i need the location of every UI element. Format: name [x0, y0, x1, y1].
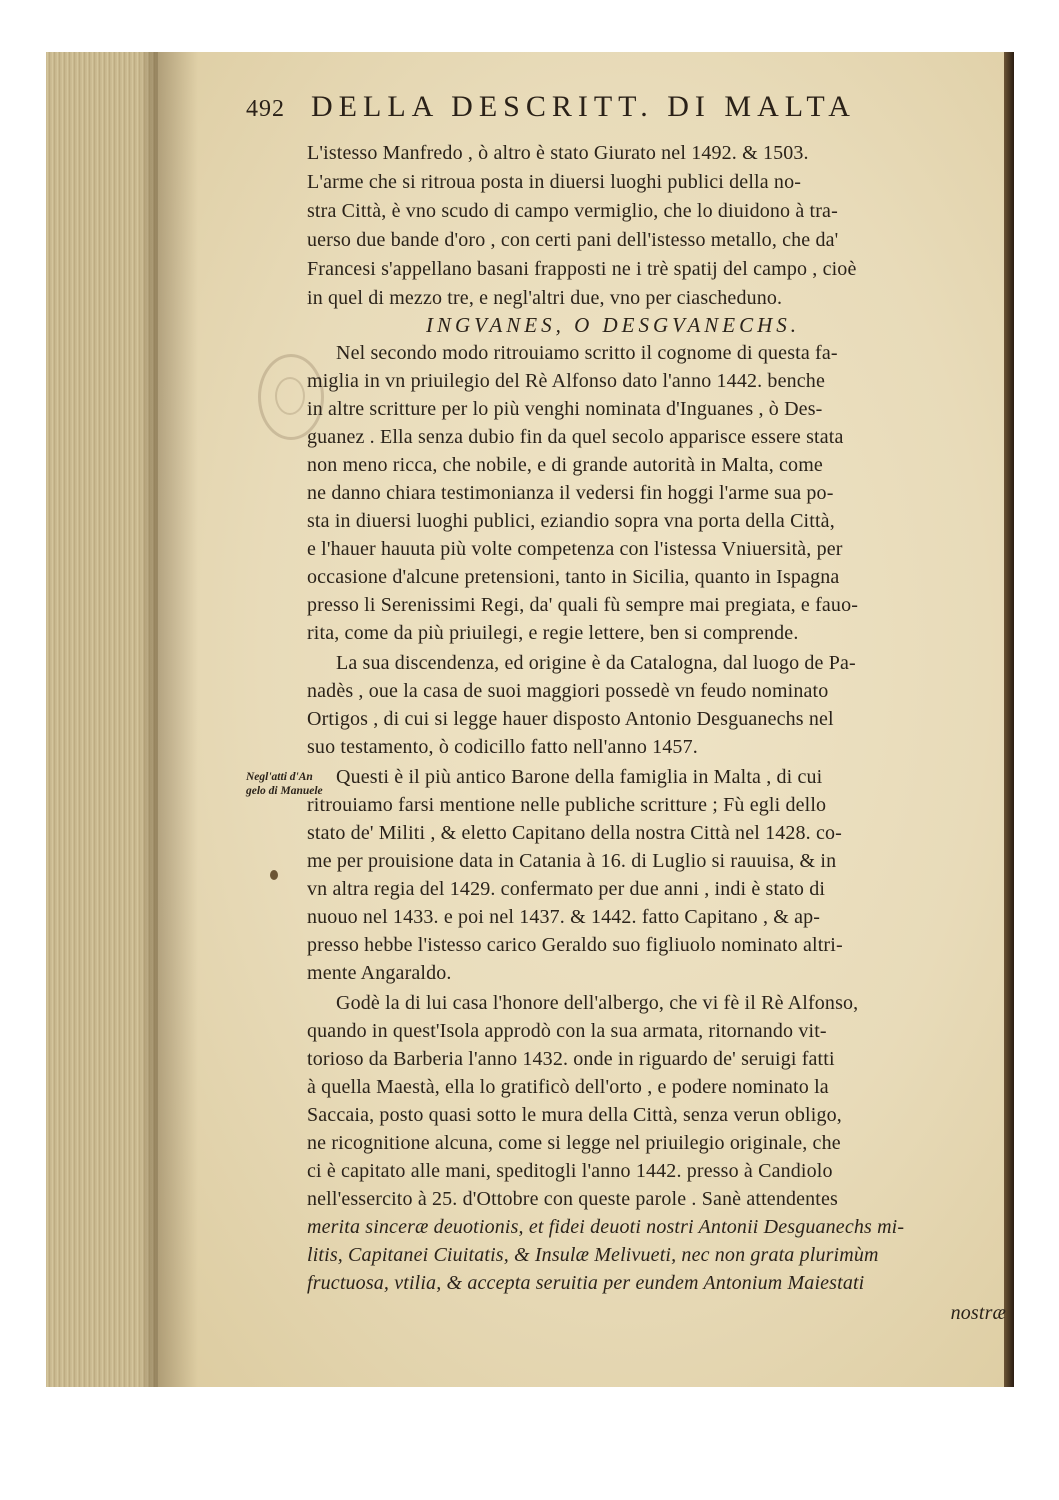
text-line: Questi è il più antico Barone della famiglia in Malta , di cui — [336, 766, 823, 788]
text-line: Godè la di lui casa l'honore dell'albergo, che vi fè il Rè Alfonso, — [336, 992, 859, 1014]
text-line: mente Angaraldo. — [307, 962, 452, 984]
text-line: in altre scritture per lo più venghi nominata d'Inguanes , ò Des- — [307, 398, 823, 420]
book-scan — [46, 52, 1014, 1387]
text-line: suo testamento, ò codicillo fatto nell'anno 1457. — [307, 736, 698, 758]
text-line: nell'essercito à 25. d'Ottobre con queste parole . Sanè attendentes — [307, 1188, 838, 1210]
text-line: uerso due bande d'oro , con certi pani dell'istesso metallo, che da' — [307, 229, 839, 251]
catchword: nostræ — [950, 1302, 1006, 1324]
text-line: ci è capitato alle mani, speditogli l'anno 1442. presso à Candiolo — [307, 1160, 833, 1182]
running-title: DELLA DESCRITT. DI MALTA — [311, 90, 856, 123]
text-line: guanez . Ella senza dubio fin da quel secolo apparisce essere stata — [307, 426, 844, 448]
section-heading: INGVANES, O DESGVANECHS. — [426, 313, 801, 337]
text-line: ritrouiamo farsi mentione nelle publiche scritture ; Fù egli dello — [307, 794, 827, 816]
text-line: ne danno chiara testimonianza il vedersi fin hoggi l'arme sua po- — [307, 482, 834, 504]
text-line: in quel di mezzo tre, e negl'altri due, vno per ciascheduno. — [307, 287, 783, 309]
text-line: presso li Serenissimi Regi, da' quali fù sempre mai pregiata, e fauo- — [307, 594, 859, 616]
text-line: nuouo nel 1433. e poi nel 1437. & 1442. fatto Capitano , & ap- — [307, 906, 821, 928]
text-line: torioso da Barberia l'anno 1432. onde in riguardo de' seruigi fatti — [307, 1048, 835, 1070]
text-line: presso hebbe l'istesso carico Geraldo suo figliuolo nominato altri- — [307, 934, 843, 956]
text-line: ne ricognitione alcuna, come si legge nel priuilegio originale, che — [307, 1132, 841, 1154]
page-number: 492 — [246, 96, 285, 122]
text-line: occasione d'alcune pretensioni, tanto in Sicilia, quanto in Ispagna — [307, 566, 840, 588]
text-line: Francesi s'appellano basani frapposti ne i trè spatij del campo , cioè — [307, 258, 857, 280]
latin-quote-line: litis, Capitanei Ciuitatis, & Insulæ Melivueti, nec non grata plurimùm — [307, 1244, 879, 1266]
text-line: La sua discendenza, ed origine è da Catalogna, dal luogo de Pa- — [336, 652, 856, 674]
text-line: Saccaia, posto quasi sotto le mura della Città, senza verun obligo, — [307, 1104, 842, 1126]
body-text — [46, 52, 1014, 1387]
latin-quote-line: fructuosa, vtilia, & accepta seruitia per eundem Antonium Maiestati — [307, 1272, 865, 1294]
text-line: miglia in vn priuilegio del Rè Alfonso dato l'anno 1442. benche — [307, 370, 825, 392]
text-line: stato de' Militi , & eletto Capitano della nostra Città nel 1428. co- — [307, 822, 842, 844]
margin-note-line: gelo di Manuele — [246, 785, 323, 797]
text-line: sta in diuersi luoghi publici, eziandio sopra vna porta della Città, — [307, 510, 835, 532]
latin-quote-line: merita sinceræ deuotionis, et fidei deuoti nostri Antonii Desguanechs mi- — [307, 1216, 905, 1238]
margin-note-line: Negl'atti d'An — [246, 771, 313, 783]
text-line: vn altra regia del 1429. confermato per due anni , indi è stato di — [307, 878, 826, 900]
text-line: Nel secondo modo ritrouiamo scritto il cognome di questa fa- — [336, 342, 838, 364]
text-line: quando in quest'Isola approdò con la sua armata, ritornando vit- — [307, 1020, 827, 1042]
text-line: L'arme che si ritroua posta in diuersi luoghi publici della no- — [307, 171, 802, 193]
text-line: à quella Maestà, ella lo gratificò dell'orto , e podere nominato la — [307, 1076, 829, 1098]
text-line: rita, come da più priuilegi, e regie lettere, ben si comprende. — [307, 622, 799, 644]
text-line: stra Città, è vno scudo di campo vermiglio, che lo diuidono à tra- — [307, 200, 838, 222]
text-line: Ortigos , di cui si legge hauer disposto Antonio Desguanechs nel — [307, 708, 834, 730]
text-line: e l'hauer hauuta più volte competenza con l'istessa Vniuersità, per — [307, 538, 843, 560]
text-line: me per prouisione data in Catania à 16. di Luglio si rauuisa, & in — [307, 850, 837, 872]
text-line: nadès , oue la casa de suoi maggiori possedè vn feudo nominato — [307, 680, 829, 702]
text-line: non meno ricca, che nobile, e di grande autorità in Malta, come — [307, 454, 823, 476]
text-line: L'istesso Manfredo , ò altro è stato Giurato nel 1492. & 1503. — [307, 142, 809, 164]
